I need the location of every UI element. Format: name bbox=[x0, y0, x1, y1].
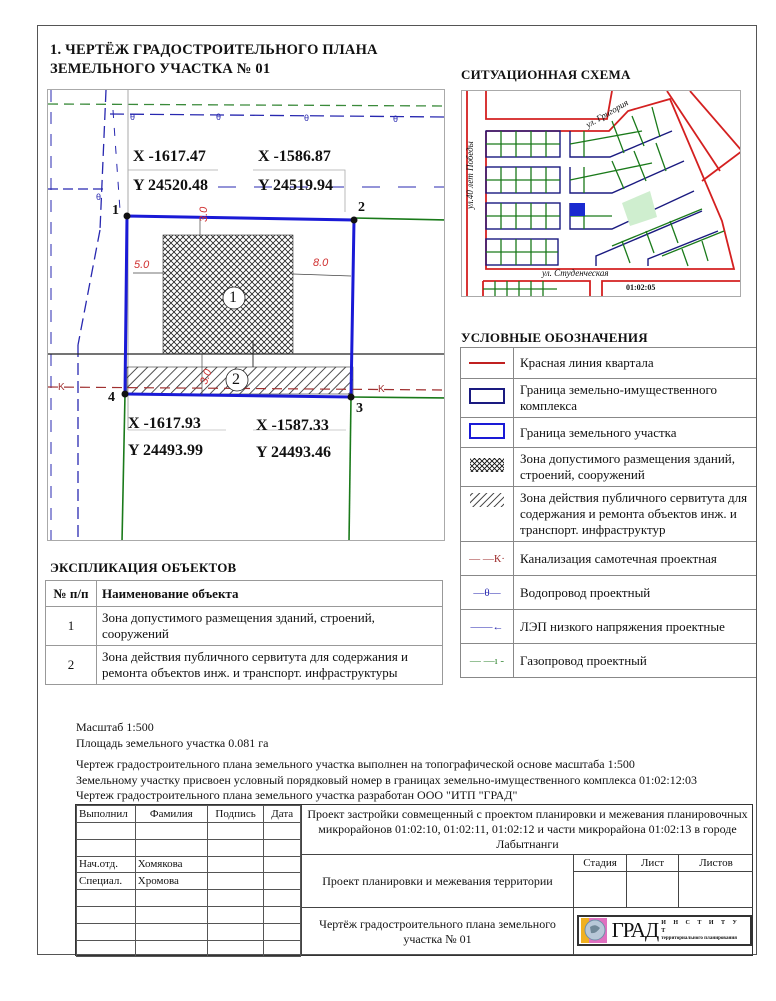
dimension-bottom: 3.0 bbox=[198, 367, 215, 387]
svg-text:θ: θ bbox=[130, 112, 136, 122]
page-title bbox=[50, 41, 378, 79]
signature-row bbox=[77, 839, 301, 856]
surname: Хомякова bbox=[135, 856, 207, 873]
grad-logo bbox=[577, 915, 752, 946]
svg-text:θ: θ bbox=[393, 114, 399, 124]
point-3-y: Y 24493.46 bbox=[256, 444, 331, 461]
title-block bbox=[75, 804, 753, 956]
water-line-icon: —θ— bbox=[461, 576, 514, 610]
explication-row bbox=[46, 607, 443, 646]
signature-grid bbox=[76, 805, 301, 957]
legend-item-red-line bbox=[461, 348, 757, 379]
dimension-top: 3.0 bbox=[198, 206, 210, 222]
sheets-label: Листов bbox=[678, 855, 753, 872]
role-label: Специал. bbox=[77, 873, 136, 890]
signature-row bbox=[77, 856, 301, 873]
legend-table bbox=[460, 347, 756, 678]
explication-title: ЭКСПЛИКАЦИЯ ОБЪЕКТОВ bbox=[50, 560, 237, 575]
title-line-1: 1. ЧЕРТЁЖ ГРАДОСТРОИТЕЛЬНОГО ПЛАНА bbox=[50, 42, 378, 58]
point-4-x: X -1617.93 bbox=[128, 415, 201, 432]
diagonal-hatch-icon bbox=[467, 491, 507, 509]
logo-line-2: территориального планирования bbox=[661, 935, 737, 941]
legend-label: Зона допустимого размещения зданий, строений, сооружений bbox=[514, 448, 757, 487]
point-label-4: 4 bbox=[108, 390, 115, 405]
point-4-y: Y 24493.99 bbox=[128, 442, 203, 459]
situation-title: СИТУАЦИОННАЯ СХЕМА bbox=[461, 67, 631, 82]
svg-text:θ: θ bbox=[216, 112, 222, 122]
legend-item-servitude-zone bbox=[461, 487, 757, 542]
surname: Хромова bbox=[135, 873, 207, 890]
logo-line-1: И Н С Т И Т У Т bbox=[661, 919, 740, 934]
explication-table bbox=[45, 580, 443, 685]
plan-lines bbox=[48, 90, 445, 541]
power-line-icon: ——← bbox=[461, 610, 514, 644]
note-line-1: Чертеж градостроительного плана земельного участка выполнен на топографической основе масштаба 1:500 bbox=[76, 757, 635, 771]
legend-item-gas bbox=[461, 644, 757, 678]
legend-item-sewer bbox=[461, 542, 757, 576]
signature-row bbox=[77, 823, 301, 840]
street-label-grigoriya: ул. Григория bbox=[584, 97, 630, 130]
signature-header bbox=[77, 806, 301, 823]
svg-text:K: K bbox=[58, 382, 65, 393]
dimension-left: 5.0 bbox=[134, 259, 150, 271]
note-line-3: Чертеж градостроительного плана земельного участка разработан ООО "ИТП "ГРАД" bbox=[76, 788, 518, 802]
gas-line-icon: — —ı - bbox=[461, 644, 514, 678]
sheet-label: Лист bbox=[626, 855, 678, 872]
complex-boundary-icon bbox=[467, 387, 507, 405]
svg-text:θ: θ bbox=[96, 192, 102, 202]
logo-name: ГРАД bbox=[611, 918, 659, 942]
area-note: Площадь земельного участка 0.081 га bbox=[76, 735, 269, 750]
header-name: Наименование объекта bbox=[97, 581, 443, 607]
signature-row bbox=[77, 890, 301, 907]
legend-label: Зона действия публичного сервитута для содержания и ремонта объектов инж. и транспорт. инфраструктур bbox=[514, 487, 757, 542]
row-number: 1 bbox=[46, 607, 97, 646]
point-label-2: 2 bbox=[358, 200, 365, 215]
point-1-x: X -1617.47 bbox=[133, 148, 206, 165]
crosshatch-icon bbox=[467, 456, 507, 474]
legend-item-building-zone bbox=[461, 448, 757, 487]
dimension-right: 8.0 bbox=[313, 257, 329, 269]
street-label-studencheskaya: ул. Студенческая bbox=[542, 268, 609, 278]
legend-item-power bbox=[461, 610, 757, 644]
zone-label-2: 2 bbox=[232, 371, 240, 388]
point-label-1: 1 bbox=[112, 203, 119, 218]
row-name: Зона действия публичного сервитута для содержания и ремонта объектов инж. и транспорт. инфраструктуры bbox=[97, 646, 443, 685]
legend-label: Канализация самотечная проектная bbox=[514, 542, 757, 576]
row-name: Зона допустимого размещения зданий, строений, сооружений bbox=[97, 607, 443, 646]
row-number: 2 bbox=[46, 646, 97, 685]
red-line-icon bbox=[467, 357, 507, 367]
explication-header bbox=[46, 581, 443, 607]
header-signature: Подпись bbox=[207, 806, 264, 823]
notes bbox=[76, 720, 697, 804]
section-title: Проект планировки и межевания территории bbox=[301, 855, 573, 908]
stage-label: Стадия bbox=[573, 855, 626, 872]
point-label-3: 3 bbox=[356, 401, 363, 416]
note-line-2: Земельному участку присвоен условный порядковый номер в границах земельно-имущественного комплекса 01:02:12:03 bbox=[76, 772, 698, 787]
plot-plan-drawing bbox=[47, 89, 445, 541]
stage-value bbox=[573, 872, 626, 908]
legend-item-parcel-boundary bbox=[461, 418, 757, 448]
scale-note: Масштаб 1:500 bbox=[76, 720, 154, 734]
point-2-x: X -1586.87 bbox=[258, 148, 331, 165]
svg-text:K: K bbox=[378, 384, 385, 395]
header-date: Дата bbox=[264, 806, 301, 823]
role-label: Нач.отд. bbox=[77, 856, 136, 873]
legend-label: Водопровод проектный bbox=[514, 576, 757, 610]
legend-label: Красная линия квартала bbox=[514, 348, 757, 379]
situation-map bbox=[461, 90, 741, 297]
project-title: Проект застройки совмещенный с проектом планировки и межевания планировочных микрорайонов 01:02:10, 01:02:11, 01:02:12 и части микрорайона 01:02:13 в городе Лабытнанги bbox=[301, 805, 753, 855]
legend-title: УСЛОВНЫЕ ОБОЗНАЧЕНИЯ bbox=[461, 330, 648, 345]
sewer-line-icon: — —К· bbox=[461, 542, 514, 576]
point-2-y: Y 24519.94 bbox=[258, 177, 333, 194]
signature-row bbox=[77, 873, 301, 890]
district-code: 01:02:05 bbox=[626, 283, 656, 292]
explication-row bbox=[46, 646, 443, 685]
header-surname: Фамилия bbox=[135, 806, 207, 823]
zone-label-1: 1 bbox=[229, 289, 237, 306]
sheet-value bbox=[626, 872, 678, 908]
legend-label: Газопровод проектный bbox=[514, 644, 757, 678]
header-performed: Выполнил bbox=[77, 806, 136, 823]
parcel-boundary-icon bbox=[467, 422, 507, 440]
legend-item-complex-boundary bbox=[461, 379, 757, 418]
signature-row bbox=[77, 940, 301, 957]
point-1-y: Y 24520.48 bbox=[133, 177, 208, 194]
legend-label: ЛЭП низкого напряжения проектные bbox=[514, 610, 757, 644]
signature-row bbox=[77, 923, 301, 940]
legend-item-water bbox=[461, 576, 757, 610]
signature-row bbox=[77, 906, 301, 923]
point-3-x: X -1587.33 bbox=[256, 417, 329, 434]
street-label-pobedy: ул.40 лет Победы bbox=[465, 141, 475, 209]
header-number: № п/п bbox=[46, 581, 97, 607]
sheets-value bbox=[678, 872, 753, 908]
legend-label: Граница земельно-имущественного комплекса bbox=[514, 379, 757, 418]
svg-text:θ: θ bbox=[304, 113, 310, 123]
sheet-title: Чертёж градостроительного плана земельного участка № 01 bbox=[301, 908, 573, 955]
globe-logo-icon bbox=[581, 918, 607, 943]
title-line-2: ЗЕМЕЛЬНОГО УЧАСТКА № 01 bbox=[50, 61, 271, 77]
legend-label: Граница земельного участка bbox=[514, 418, 757, 448]
